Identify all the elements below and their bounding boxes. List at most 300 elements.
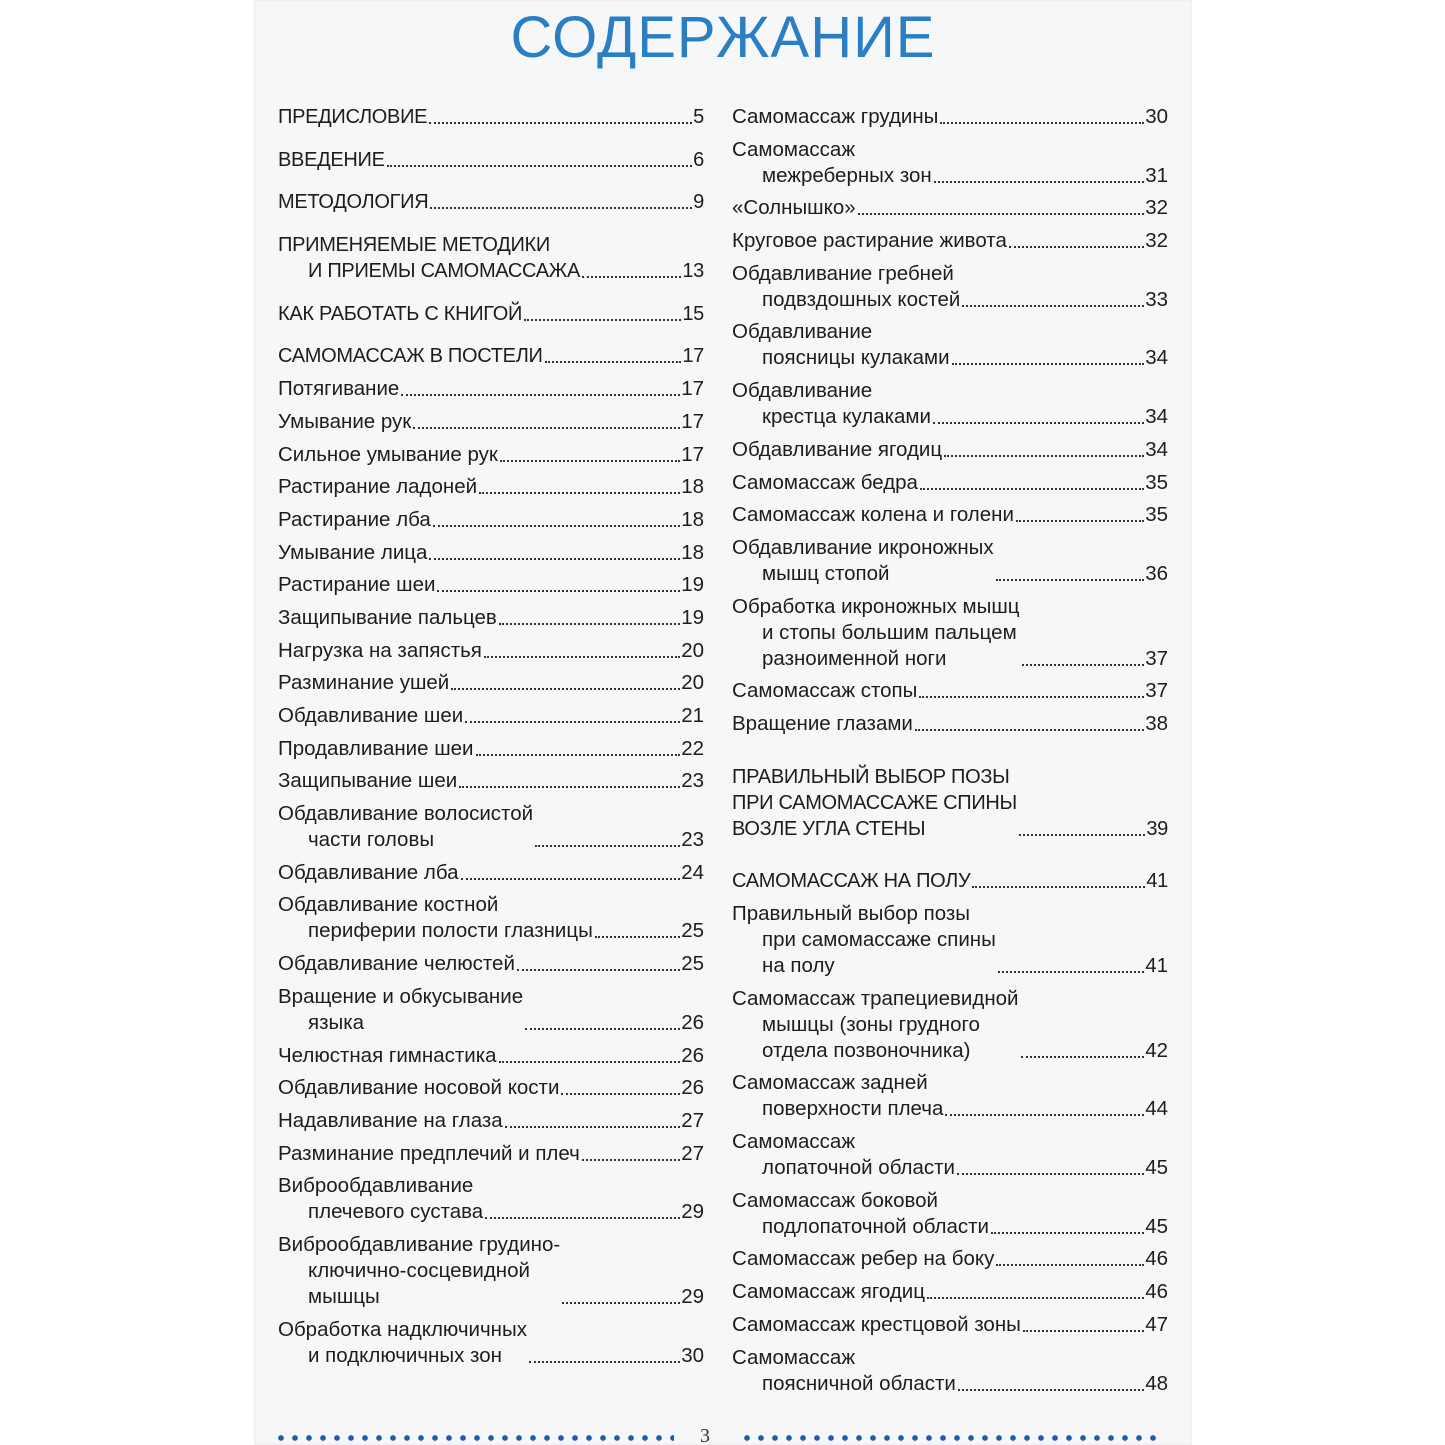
toc-entry [278, 605, 704, 631]
toc-entry [732, 1345, 1168, 1397]
toc-page-number: 41 [1146, 870, 1168, 893]
toc-page-number: 42 [1145, 1038, 1168, 1062]
dot-leader [529, 1360, 680, 1363]
toc-page-number: 23 [681, 769, 704, 793]
toc-entry [278, 572, 704, 598]
toc-entry-line: поясничной области [762, 1371, 956, 1395]
toc-page-number: 34 [1145, 437, 1168, 461]
toc-entry-title [278, 892, 593, 944]
toc-entry-title [732, 195, 856, 221]
toc-page-number: 18 [681, 540, 704, 564]
toc-entry-line: лопаточной области [762, 1156, 955, 1180]
toc-page-number: 26 [681, 1076, 704, 1100]
toc-entry-line: Обдавливание [732, 379, 873, 403]
toc-entry [278, 442, 704, 468]
dot-leader [945, 1113, 1144, 1116]
toc-entry-line: поясницы кулаками [762, 346, 950, 370]
toc-entry-title [278, 189, 428, 215]
dot-leader [1019, 833, 1145, 836]
toc-entry-line: Самомассаж бедра [732, 470, 918, 494]
toc-entry-title [278, 670, 449, 696]
toc-entry-title [732, 1188, 989, 1240]
toc-entry-line: Правильный выбор позы [732, 902, 970, 925]
toc-right-column [732, 104, 1168, 1403]
toc-entry-line: САМОМАССАЖ НА ПОЛУ [732, 870, 971, 893]
toc-entry [278, 147, 704, 173]
toc-entry-title [732, 1129, 955, 1181]
toc-entry [732, 1129, 1168, 1181]
toc-entry-line: Обработка надключичных [278, 1317, 527, 1341]
toc-page-number: 13 [682, 260, 704, 283]
dot-leader [500, 459, 680, 462]
toc-page-number: 20 [681, 671, 704, 695]
toc-page-number: 20 [681, 638, 704, 662]
toc-entry [732, 868, 1168, 894]
toc-page-number: 30 [1145, 105, 1168, 128]
dot-leader [1009, 245, 1144, 248]
toc-entry-title [278, 1173, 483, 1225]
toc-entry-line: Самомассаж задней [732, 1071, 928, 1095]
toc-entry-line: на полу [762, 954, 835, 977]
toc-entry [278, 1317, 704, 1369]
toc-entry-line: Вращение и обкусывание [278, 984, 524, 1008]
toc-entry-line: Обдавливание шеи [278, 704, 464, 727]
toc-page-number: 21 [681, 704, 704, 727]
dot-leader [459, 785, 680, 788]
toc-entry [732, 502, 1168, 528]
toc-entry-line: плечевого сустава [308, 1200, 484, 1224]
toc-entry-line: ВОЗЛЕ УГЛА СТЕНЫ [732, 817, 926, 840]
toc-page-number: 31 [1145, 163, 1168, 187]
dot-leader [940, 121, 1144, 124]
toc-page-number: 6 [693, 148, 704, 171]
toc-page-number: 46 [1145, 1280, 1168, 1304]
toc-entry [732, 1070, 1168, 1122]
dot-leader [430, 206, 692, 209]
dot-leader [485, 1216, 680, 1219]
toc-page-number: 47 [1145, 1312, 1168, 1336]
dot-leader [479, 491, 680, 494]
toc-entry [732, 195, 1168, 221]
dot-leader [996, 1263, 1144, 1266]
toc-entry-line: части головы [308, 828, 435, 852]
toc-page-number: 19 [681, 573, 704, 597]
dot-leader [476, 753, 681, 756]
dot-leader [429, 121, 692, 124]
toc-entry [278, 301, 704, 327]
dot-leader [595, 935, 680, 938]
toc-entry [278, 638, 704, 664]
toc-entry-title [732, 764, 1017, 842]
toc-entry [732, 764, 1168, 842]
dot-leader [991, 1231, 1144, 1234]
dot-leader [920, 487, 1144, 490]
toc-entry [278, 801, 704, 853]
toc-page-number: 18 [681, 475, 704, 499]
toc-page-number: 29 [681, 1284, 704, 1308]
toc-entry-title [278, 1075, 559, 1101]
toc-entry-title [732, 1246, 994, 1272]
toc-entry-title [732, 319, 950, 371]
toc-entry-line: Виброобдавливание грудино- [278, 1232, 561, 1256]
toc-entry [732, 470, 1168, 496]
toc-page-number: 19 [681, 605, 704, 629]
toc-entry-title [278, 147, 385, 173]
toc-entry [732, 711, 1168, 737]
toc-entry-line: Самомассаж боковой [732, 1188, 938, 1212]
toc-entry-line: И ПРИЕМЫ САМОМАССАЖА [308, 260, 580, 283]
toc-entry-line: Вращение глазами [732, 711, 913, 735]
toc-entry-line: Растирание шеи [278, 573, 436, 597]
toc-entry-line: Умывание лица [278, 540, 428, 564]
toc-entry-title [278, 638, 482, 664]
toc-entry-line: Самомассаж ягодиц [732, 1280, 925, 1304]
toc-entry [278, 703, 704, 729]
toc-entry [278, 1141, 704, 1167]
dot-leader [1016, 519, 1144, 522]
toc-entry [278, 1232, 704, 1310]
toc-entry-line: поверхности плеча [762, 1097, 944, 1121]
toc-entry-line: Разминание ушей [278, 671, 450, 695]
toc-entry [278, 232, 704, 284]
footer-dots-left [274, 1435, 674, 1441]
toc-entry-line: Обдавливание ягодиц [732, 437, 943, 461]
toc-entry-line: отдела позвоночника) [762, 1038, 971, 1062]
toc-entry-line: Самомассаж трапециевидной [732, 986, 1019, 1010]
dot-leader [944, 454, 1144, 457]
toc-entry [278, 1173, 704, 1225]
toc-entry [732, 535, 1168, 587]
toc-entry [732, 1279, 1168, 1305]
toc-entry-title [732, 470, 918, 496]
toc-page-number: 35 [1145, 470, 1168, 494]
toc-page-number: 25 [681, 952, 704, 976]
toc-entry-title [278, 860, 459, 886]
toc-entry-title [732, 1345, 956, 1397]
dot-leader [1022, 663, 1145, 666]
toc-entry [732, 986, 1168, 1064]
toc-entry-title [732, 594, 1020, 672]
dot-leader [387, 164, 693, 167]
toc-entry-line: Защипывание пальцев [278, 605, 497, 629]
toc-entry-title [278, 1141, 580, 1167]
toc-page-number: 24 [681, 860, 704, 884]
toc-entry [732, 1312, 1168, 1338]
book-page [254, 0, 1192, 1445]
toc-page-number: 45 [1145, 1156, 1168, 1180]
dot-leader [517, 968, 680, 971]
toc-entry-line: Потягивание [278, 377, 400, 401]
toc-entry-line: подвздошных костей [762, 287, 961, 311]
dot-leader [934, 180, 1144, 183]
toc-entry-line: Разминание предплечий и плеч [278, 1141, 580, 1165]
dot-leader [998, 970, 1144, 973]
toc-entry [732, 261, 1168, 313]
toc-entry-title [732, 901, 996, 979]
dot-leader [962, 304, 1144, 307]
toc-entry-line: ПРИМЕНЯЕМЫЕ МЕТОДИКИ [278, 234, 550, 257]
toc-entry-line: мышцы [308, 1284, 380, 1308]
toc-entry [732, 104, 1168, 130]
toc-entry-line: Круговое растирание живота [732, 229, 1007, 253]
toc-page-number: 34 [1145, 405, 1168, 429]
dot-leader [545, 360, 682, 363]
toc-entry-title [278, 801, 533, 853]
toc-entry [732, 228, 1168, 254]
dot-leader [1021, 1055, 1145, 1058]
toc-entry-line: Обдавливание [732, 320, 873, 344]
toc-page-number: 44 [1145, 1097, 1168, 1121]
toc-entry [278, 540, 704, 566]
toc-page-number: 34 [1145, 346, 1168, 370]
toc-entry-line: ПРЕДИСЛОВИЕ [278, 106, 428, 128]
toc-entry-line: Обработка икроножных мышц [732, 594, 1020, 618]
toc-entry-title [732, 228, 1007, 254]
toc-entry-line: Самомассаж грудины [732, 105, 939, 128]
toc-entry-line: Самомассаж [732, 137, 856, 161]
toc-entry-line: МЕТОДОЛОГИЯ [278, 191, 429, 214]
toc-entry [732, 137, 1168, 189]
dot-leader [561, 1092, 680, 1095]
toc-entry-line: Растирание ладоней [278, 475, 478, 499]
toc-entry [732, 1188, 1168, 1240]
dot-leader [927, 1296, 1144, 1299]
dot-leader [952, 362, 1145, 365]
dot-leader [465, 720, 680, 723]
dot-leader [429, 557, 680, 560]
toc-page-number: 32 [1145, 229, 1168, 253]
toc-entry [732, 594, 1168, 672]
dot-leader [499, 622, 680, 625]
dot-leader [562, 1301, 680, 1304]
toc-entry [278, 1043, 704, 1069]
dot-leader [972, 885, 1145, 888]
toc-entry [278, 507, 704, 533]
toc-page-number: 41 [1145, 954, 1168, 977]
toc-entry-line: Самомассаж крестцовой зоны [732, 1312, 1021, 1336]
toc-entry-line: и подключичных зон [308, 1343, 502, 1367]
toc-entry-title [278, 104, 427, 130]
toc-entry-line: Обдавливание гребней [732, 261, 954, 285]
toc-entry-title [278, 984, 523, 1036]
toc-entry [732, 437, 1168, 463]
toc-page-number: 35 [1145, 503, 1168, 527]
dot-leader [413, 426, 680, 429]
toc-entry-line: Самомассаж ребер на боку [732, 1247, 995, 1271]
toc-page-number: 22 [681, 736, 704, 760]
toc-entry-line: Обдавливание волосистой [278, 802, 534, 826]
toc-entry [732, 319, 1168, 371]
dot-leader [582, 275, 681, 278]
dot-leader [461, 877, 681, 880]
toc-entry-title [278, 540, 427, 566]
toc-entry-title [278, 343, 543, 369]
toc-entry [278, 951, 704, 977]
toc-entry-line: Обдавливание лба [278, 860, 459, 884]
toc-page-number: 26 [681, 1043, 704, 1067]
toc-entry [278, 343, 704, 369]
toc-entry [732, 1246, 1168, 1272]
toc-entry [278, 1075, 704, 1101]
toc-page-number: 5 [693, 106, 704, 128]
toc-entry [732, 678, 1168, 704]
toc-page-number: 37 [1145, 679, 1168, 703]
toc-entry [732, 378, 1168, 430]
toc-entry-line: Виброобдавливание [278, 1174, 474, 1198]
toc-page-number: 27 [681, 1141, 704, 1165]
dot-leader [919, 695, 1144, 698]
dot-leader [957, 1172, 1144, 1175]
toc-entry-line: языка [308, 1010, 365, 1034]
toc-entry-line: Самомассаж стопы [732, 679, 918, 703]
toc-entry-line: ПРИ САМОМАССАЖЕ СПИНЫ [732, 791, 1017, 814]
toc-entry-line: подлопаточной области [762, 1214, 989, 1238]
toc-entry-title [278, 951, 515, 977]
toc-entry [278, 104, 704, 130]
dot-leader [437, 589, 680, 592]
toc-entry-line: и стопы большим пальцем [762, 620, 1017, 644]
dot-leader [505, 1125, 680, 1128]
toc-entry [278, 860, 704, 886]
toc-entry-title [732, 1070, 943, 1122]
toc-page-number: 33 [1145, 287, 1168, 311]
toc-entry-title [278, 605, 497, 631]
dot-leader [858, 212, 1145, 215]
toc-entry-line: Умывание рук [278, 409, 412, 433]
toc-entry-line: КАК РАБОТАТЬ С КНИГОЙ [278, 302, 523, 325]
toc-page-number: 38 [1145, 711, 1168, 735]
toc-entry-line: Сильное умывание рук [278, 442, 498, 466]
page-footer [254, 1423, 1192, 1445]
toc-entry-line: Обдавливание икроножных [732, 535, 994, 559]
toc-entry-line: Самомассаж [732, 1345, 856, 1369]
toc-entry-title [278, 768, 457, 794]
toc-entry [278, 984, 704, 1036]
dot-leader [451, 687, 680, 690]
dot-leader [524, 318, 681, 321]
toc-entry [278, 376, 704, 402]
toc-entry [278, 736, 704, 762]
toc-page-number: 9 [693, 191, 704, 214]
toc-entry-title [278, 1108, 503, 1134]
toc-page-number: 17 [681, 377, 704, 401]
toc-entry-line: Нагрузка на запястья [278, 638, 482, 662]
dot-leader [582, 1158, 680, 1161]
dot-leader [535, 844, 680, 847]
toc-entry-line: межреберных зон [762, 163, 932, 187]
dot-leader [933, 421, 1144, 424]
toc-entry-line: ВВЕДЕНИЕ [278, 148, 385, 171]
dot-leader [1023, 1329, 1144, 1332]
toc-entry-line: Защипывание шеи [278, 769, 458, 793]
toc-entry-title [732, 137, 932, 189]
toc-entry-line: ПРАВИЛЬНЫЙ ВЫБОР ПОЗЫ [732, 765, 1010, 788]
toc-page-number: 45 [1145, 1214, 1168, 1238]
toc-entry-line: периферии полости глазницы [308, 919, 593, 943]
toc-entry-title [732, 711, 913, 737]
dot-leader [958, 1388, 1144, 1391]
toc-entry-title [278, 376, 399, 402]
toc-page-number: 48 [1145, 1371, 1168, 1395]
toc-page-number: 17 [681, 442, 704, 466]
toc-entry [278, 1108, 704, 1134]
toc-entry-line: при самомассаже спины [762, 928, 996, 951]
dot-leader [525, 1027, 680, 1030]
toc-entry [278, 768, 704, 794]
toc-entry-title [732, 104, 938, 130]
toc-page-number: 27 [681, 1108, 704, 1132]
page-number: 3 [700, 1425, 710, 1445]
toc-entry-title [278, 442, 498, 468]
toc-page-number: 15 [682, 302, 704, 325]
toc-page-number: 36 [1145, 561, 1168, 585]
toc-entry-line: «Солнышко» [732, 196, 856, 220]
toc-entry-line: разноименной ноги [762, 646, 947, 670]
toc-entry-title [278, 507, 431, 533]
toc-entry-title [278, 1317, 527, 1369]
toc-entry [278, 189, 704, 215]
dot-leader [484, 655, 680, 658]
toc-page-number: 32 [1145, 196, 1168, 220]
toc-entry-line: Челюстная гимнастика [278, 1043, 497, 1067]
page-title: СОДЕРЖАНИЕ [510, 5, 936, 70]
toc-entry-line: Обдавливание костной [278, 893, 499, 917]
toc-entry-title [278, 1232, 560, 1310]
toc-entry-title [732, 437, 942, 463]
toc-left-column [278, 104, 704, 1375]
toc-page-number: 37 [1145, 646, 1168, 670]
toc-entry [278, 670, 704, 696]
toc-entry [278, 409, 704, 435]
toc-entry-title [732, 378, 931, 430]
toc-page-number: 29 [681, 1200, 704, 1224]
dot-leader [915, 728, 1144, 731]
toc-entry-title [732, 1279, 925, 1305]
toc-entry-title [732, 535, 994, 587]
toc-entry [278, 474, 704, 500]
toc-page-number: 30 [681, 1343, 704, 1367]
toc-page-number: 39 [1146, 817, 1168, 840]
toc-page-number: 18 [681, 507, 704, 531]
toc-entry-title [732, 986, 1019, 1064]
toc-entry-line: Обдавливание носовой кости [278, 1076, 560, 1100]
toc-entry-line: САМОМАССАЖ В ПОСТЕЛИ [278, 345, 543, 368]
toc-entry-title [732, 678, 917, 704]
toc-entry-title [278, 232, 580, 284]
toc-entry-title [278, 301, 522, 327]
toc-entry-line: мышц стопой [762, 561, 890, 585]
toc-entry [278, 892, 704, 944]
dot-leader [433, 524, 680, 527]
toc-entry-title [278, 703, 463, 729]
toc-entry-line: Растирание лба [278, 507, 431, 531]
dot-leader [499, 1060, 681, 1063]
toc-entry-line: Продавливание шеи [278, 736, 474, 760]
toc-entry-title [278, 409, 411, 435]
toc-entry-line: Надавливание на глаза [278, 1108, 503, 1132]
toc-page-number: 17 [682, 345, 704, 368]
dot-leader [401, 393, 680, 396]
toc-entry-title [732, 502, 1014, 528]
toc-entry-line: ключично-сосцевидной [308, 1258, 530, 1282]
toc-entry-line: крестца кулаками [762, 405, 931, 429]
toc-page-number: 26 [681, 1010, 704, 1034]
toc-entry [732, 901, 1168, 979]
toc-entry-title [278, 474, 477, 500]
toc-entry-title [732, 868, 970, 894]
toc-page-number: 17 [681, 409, 704, 433]
footer-dots-right [740, 1435, 1160, 1441]
